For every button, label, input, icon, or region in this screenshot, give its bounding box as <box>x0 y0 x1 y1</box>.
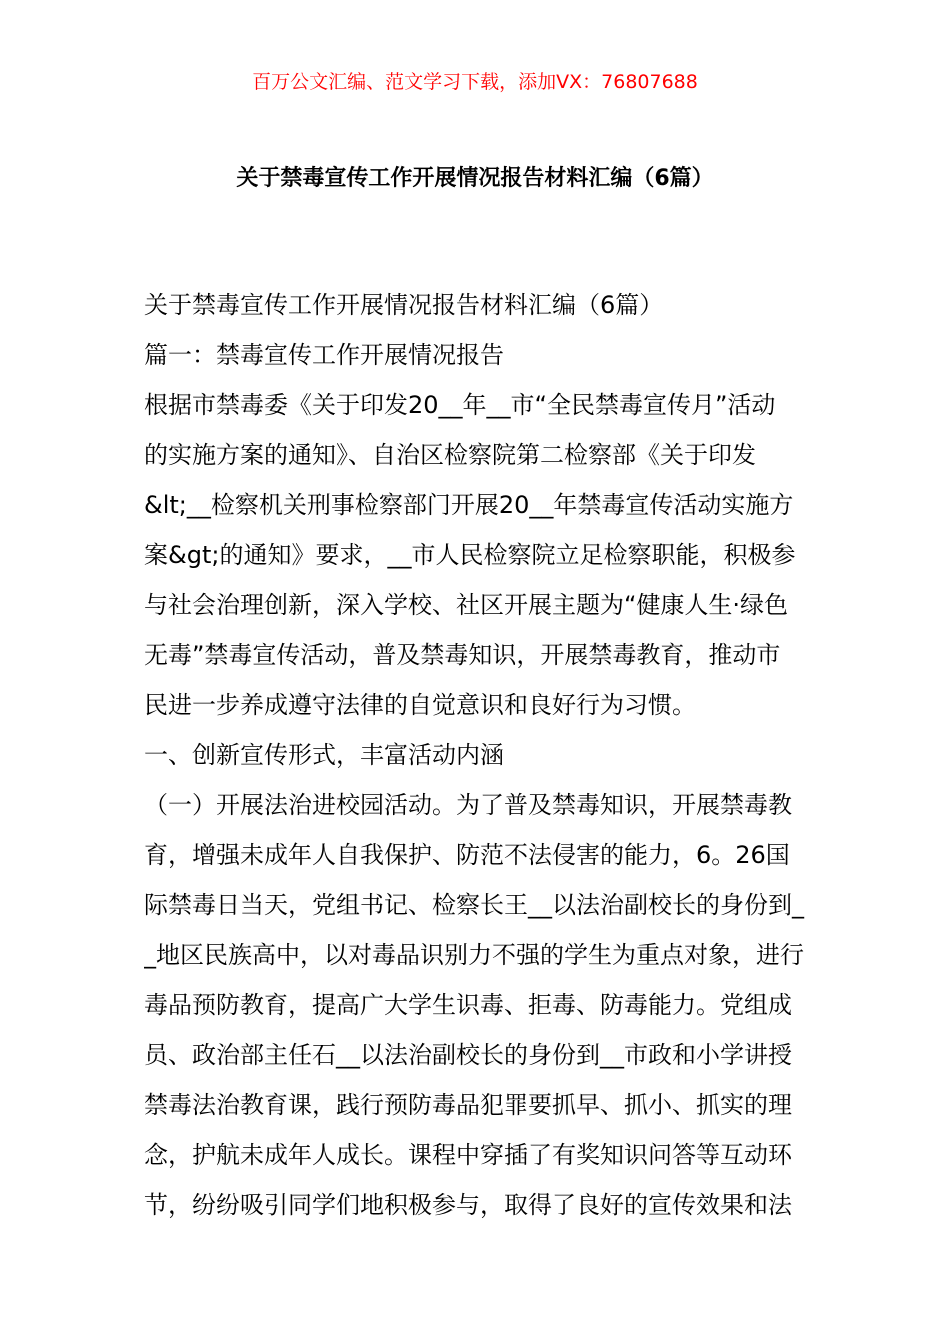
body-line: 禁毒法治教育课，践行预防毒品犯罪要抓早、抓小、抓实的理 <box>144 1091 792 1119</box>
body-line: 员、政治部主任石__以法治副校长的身份到__市政和小学讲授 <box>144 1041 792 1069</box>
document-title: 关于禁毒宣传工作开展情况报告材料汇编（6篇） <box>236 166 714 191</box>
body-line: （一）开展法治进校园活动。为了普及禁毒知识，开展禁毒教 <box>144 791 792 819</box>
body-line: 的实施方案的通知》、自治区检察院第二检察部《关于印发 <box>144 441 756 469</box>
body-line: 民进一步养成遵守法律的自觉意识和良好行为习惯。 <box>144 691 696 719</box>
body-line: 根据市禁毒委《关于印发20__年__市“全民禁毒宣传月”活动 <box>144 391 776 419</box>
body-line: &lt;__检察机关刑事检察部门开展20__年禁毒宣传活动实施方 <box>144 491 794 519</box>
body-line: 育，增强未成年人自我保护、防范不法侵害的能力，6。26国 <box>144 841 790 869</box>
body-line: 念，护航未成年人成长。课程中穿插了有奖知识问答等互动环 <box>144 1141 792 1169</box>
body-line: 一、创新宣传形式，丰富活动内涵 <box>144 741 504 769</box>
body-line: _地区民族高中，以对毒品识别力不强的学生为重点对象，进行 <box>144 941 804 969</box>
body-line: 毒品预防教育，提高广大学生识毒、拒毒、防毒能力。党组成 <box>144 991 792 1019</box>
body-line: 无毒”禁毒宣传活动，普及禁毒知识，开展禁毒教育，推动市 <box>144 641 781 669</box>
body-line: 案&gt;的通知》要求，__市人民检察院立足检察职能，积极参 <box>144 541 796 569</box>
body-line: 节，纷纷吸引同学们地积极参与，取得了良好的宣传效果和法 <box>144 1191 792 1219</box>
body-line: 关于禁毒宣传工作开展情况报告材料汇编（6篇） <box>144 291 664 319</box>
body-line: 篇一：禁毒宣传工作开展情况报告 <box>144 341 504 369</box>
header-banner: 百万公文汇编、范文学习下载，添加VX：76807688 <box>252 71 698 93</box>
body-line: 与社会治理创新，深入学校、社区开展主题为“健康人生·绿色 <box>144 591 789 619</box>
body-line: 际禁毒日当天，党组书记、检察长王__以法治副校长的身份到_ <box>144 891 804 919</box>
document-body <box>144 280 812 1230</box>
